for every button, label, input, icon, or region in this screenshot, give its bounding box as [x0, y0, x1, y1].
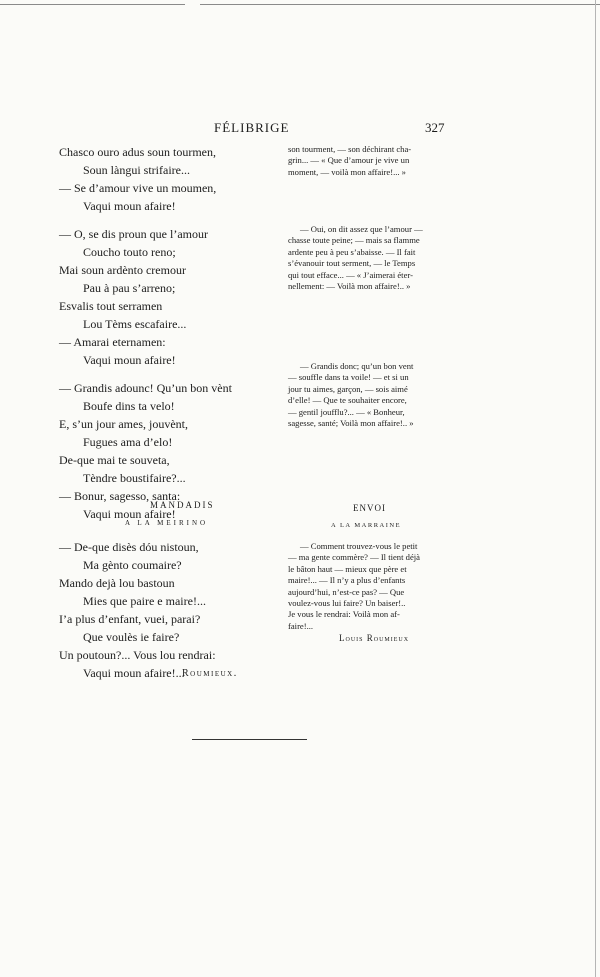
verse-line: Soun làngui strifaire...	[83, 163, 190, 177]
envoi-translation	[288, 541, 446, 632]
verse-line: Pau à pau s’arreno;	[83, 281, 176, 295]
section-title-envoi: ENVOI	[353, 503, 386, 513]
verse-line: Boufe dins ta velo!	[83, 399, 175, 413]
verse-line: Que voulès ie faire?	[83, 630, 180, 644]
section-subtitle-marraine: A LA MARRAINE	[331, 522, 402, 529]
prose-line: le bâton haut — mieux que père et	[288, 563, 407, 574]
prose-line: — gentil joufflu?... — « Bonheur,	[288, 406, 405, 417]
verse-line: Mies que paire e maire!...	[83, 594, 206, 608]
prose-line: — Grandis donc; qu’un bon vent	[300, 361, 414, 371]
prose-line: nellement: — Voilà mon affaire!.. »	[288, 280, 411, 291]
envoi-poem	[59, 538, 269, 682]
verse-line: — Bonur, sagesso, santa:	[59, 489, 181, 503]
top-rule-left	[0, 4, 185, 5]
verse-line: Un poutoun?... Vous lou rendrai:	[59, 648, 216, 662]
verse-line: E, s’un jour ames, jouvènt,	[59, 417, 188, 431]
verse-line: — O, se dis proun que l’amour	[59, 227, 208, 241]
author-signature-right: Louis Roumieux	[339, 633, 410, 643]
verse-line: Mando dejà lou bastoun	[59, 576, 175, 590]
prose-line: faire!...	[288, 620, 314, 631]
verse-line: Mai soun ardènto cremour	[59, 263, 186, 277]
prose-line: ardente peu à peu s’abaisse. — Il fait	[288, 246, 416, 257]
prose-line: chasse toute peine; — mais sa flamme	[288, 235, 420, 246]
section-title-mandadis: MANDADIS	[150, 500, 215, 510]
verse-line: — Se d’amour vive un moumen,	[59, 181, 217, 195]
prose-line: grin... — « Que d’amour je vive un	[288, 155, 410, 166]
prose-line: moment, — voilà mon affaire!... »	[288, 166, 406, 177]
verse-line: Vaqui moun afaire!	[83, 353, 176, 367]
verse-line: Fugues ama d’elo!	[83, 435, 173, 449]
verse-line: — Grandis adounc! Qu’un bon vènt	[59, 381, 232, 395]
prose-line: jour tu aimes, garçon, — sois aimé	[288, 383, 408, 394]
author-signature-left: Roumieux.	[182, 668, 238, 679]
verse-line: Ma gènto coumaire?	[83, 558, 182, 572]
verse-line: Esvalis tout serramen	[59, 299, 163, 313]
top-rule-right	[200, 4, 600, 5]
prose-line: sagesse, santé; Voilà mon affaire!.. »	[288, 417, 414, 428]
translation-stanza-2	[288, 224, 446, 292]
page-edge	[595, 0, 596, 977]
verse-line: Vaqui moun afaire!...	[83, 666, 185, 680]
page-number: 327	[425, 120, 445, 135]
prose-line: — ma gente commère? — Il tient déjà	[288, 552, 420, 563]
prose-line: — Comment trouvez-vous le petit	[300, 541, 418, 551]
running-header: FÉLIBRIGE	[214, 120, 290, 135]
prose-line: qui tout efface... — « J’aimerai éter-	[288, 269, 413, 280]
prose-line: son tourment, — son déchirant cha-	[288, 144, 412, 154]
stanza-gap	[59, 369, 269, 379]
verse-line: Vaqui moun afaire!	[83, 199, 176, 213]
verse-line: — De-que disès dóu nistoun,	[59, 540, 199, 554]
prose-line: — souffle dans ta voile! — et si un	[288, 372, 409, 383]
prose-line: s’évanouir tout serment, — le Temps	[288, 258, 416, 269]
translation-stanza-3	[288, 361, 446, 429]
prose-line: — Oui, on dit assez que l’amour —	[300, 224, 423, 234]
section-subtitle-meirino: A LA MEIRINO	[125, 519, 209, 527]
verse-line: Lou Tèms escafaire...	[83, 317, 187, 331]
end-rule	[192, 739, 307, 740]
verse-line: Chasco ouro adus soun tourmen,	[59, 145, 216, 159]
poem-stanzas	[59, 143, 269, 523]
prose-line: maire!... — Il n’y a plus d’enfants	[288, 575, 406, 586]
prose-line: d’elle! — Que te souhaiter encore,	[288, 395, 407, 406]
prose-line: voulez-vous lui faire? Un baiser!..	[288, 597, 406, 608]
verse-line: Tèndre boustifaire?...	[83, 471, 186, 485]
verse-line: I’a plus d’enfant, vuei, parai?	[59, 612, 201, 626]
prose-line: Je vous le rendrai: Voilà mon af-	[288, 609, 400, 620]
stanza-gap	[59, 215, 269, 225]
verse-line: De-que mai te souveta,	[59, 453, 170, 467]
prose-line: aujourd’hui, n’est-ce pas? — Que	[288, 586, 405, 597]
verse-line: Coucho touto reno;	[83, 245, 176, 259]
verse-line: — Amarai eternamen:	[59, 335, 166, 349]
translation-stanza-1	[288, 144, 446, 178]
verse-line: Vaqui moun afaire!	[83, 507, 176, 521]
